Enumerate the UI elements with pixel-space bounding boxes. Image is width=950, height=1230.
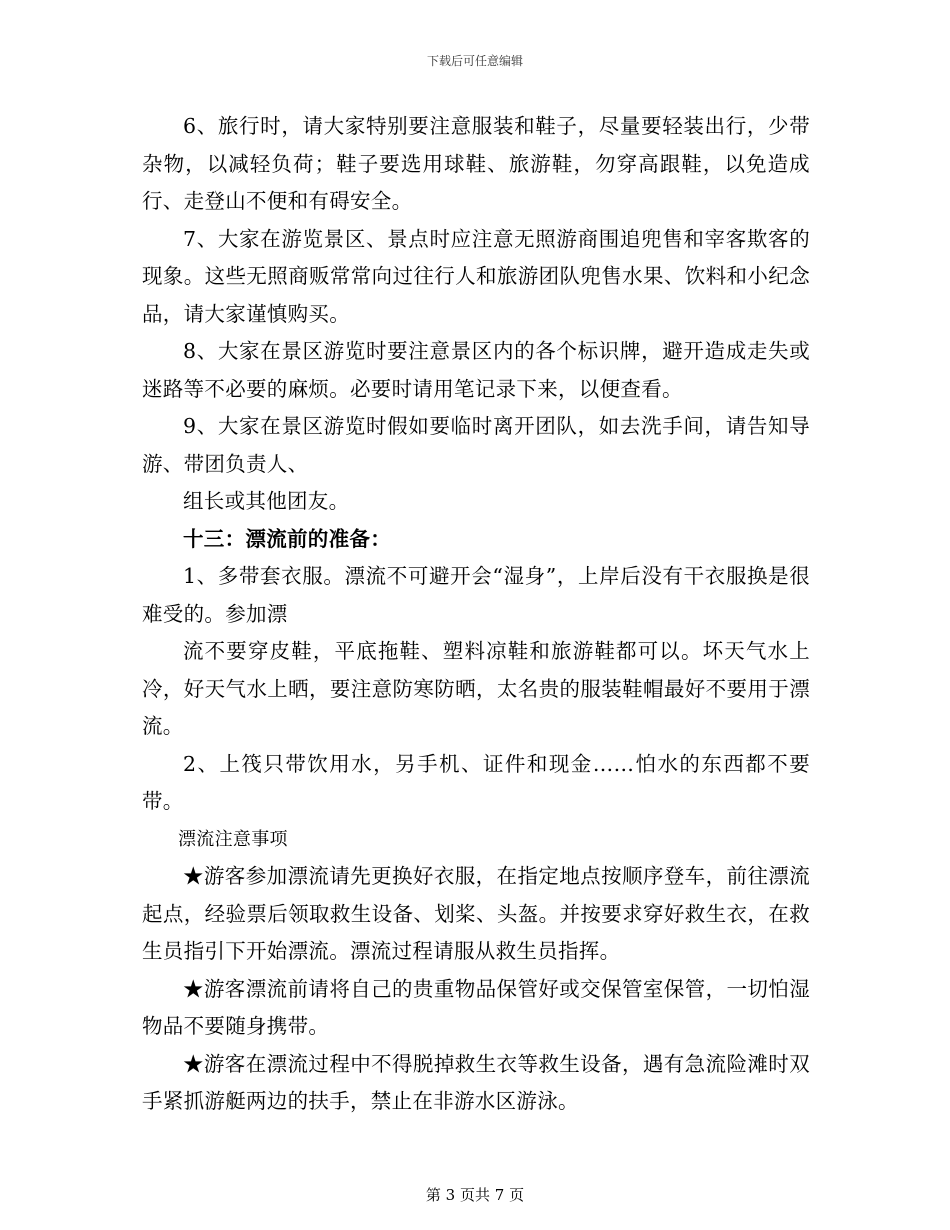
paragraph-prep-1: 1、多带套衣服。漂流不可避开会“湿身”，上岸后没有干衣服换是很难受的。参加漂 (142, 564, 810, 626)
paragraph-item-7: 7、大家在游览景区、景点时应注意无照游商围追兜售和宰客欺客的现象。这些无照商贩常常向过往行人和旅游团队兜售水果、饮料和小纪念品，请大家谨慎购买。 (142, 226, 810, 326)
document-body (142, 108, 810, 1121)
paragraph-item-8: 8、大家在景区游览时要注意景区内的各个标识牌，避开造成走失或迷路等不必要的麻烦。必要时请用笔记录下来，以便查看。 (142, 339, 810, 401)
paragraph-item-9: 9、大家在景区游览时假如要临时离开团队，如去洗手间，请告知导游、带团负责人、 (142, 414, 810, 476)
notice-item-2: ★游客漂流前请将自己的贵重物品保管好或交保管室保管，一切怕湿物品不要随身携带。 (142, 976, 810, 1038)
paragraph-prep-1-continued: 流不要穿皮鞋，平底拖鞋、塑料凉鞋和旅游鞋都可以。坏天气水上冷，好天气水上晒，要注意防寒防晒，太名贵的服装鞋帽最好不要用于漂流。 (142, 639, 810, 738)
paragraph-item-9-continued: 组长或其他团友。 (183, 489, 350, 513)
page-footer: 第 3 页共 7 页 (425, 1186, 525, 1204)
notice-item-3: ★游客在漂流过程中不得脱掉救生衣等救生设备，遇有急流险滩时双手紧抓游艇两边的扶手，禁止在非游水区游泳。 (142, 1051, 810, 1113)
paragraph-item-6: 6、旅行时，请大家特别要注意服装和鞋子，尽量要轻装出行，少带杂物，以减轻负荷；鞋子要选用球鞋、旅游鞋，勿穿高跟鞋，以免造成行、走登山不便和有碍安全。 (142, 114, 810, 213)
notice-item-1: ★游客参加漂流请先更换好衣服，在指定地点按顺序登车，前往漂流起点，经验票后领取救生设备、划桨、头盔。并按要求穿好救生衣，在救生员指引下开始漂流。漂流过程请服从救生员指挥。 (142, 864, 810, 963)
page-header: 下载后可任意编辑 (426, 54, 523, 68)
paragraph-prep-2: 2、上筏只带饮用水，另手机、证件和现金……怕水的东西都不要带。 (142, 751, 810, 813)
subheading-notes: 漂流注意事项 (178, 828, 288, 850)
section-heading: 十三：漂流前的准备： (183, 526, 391, 551)
